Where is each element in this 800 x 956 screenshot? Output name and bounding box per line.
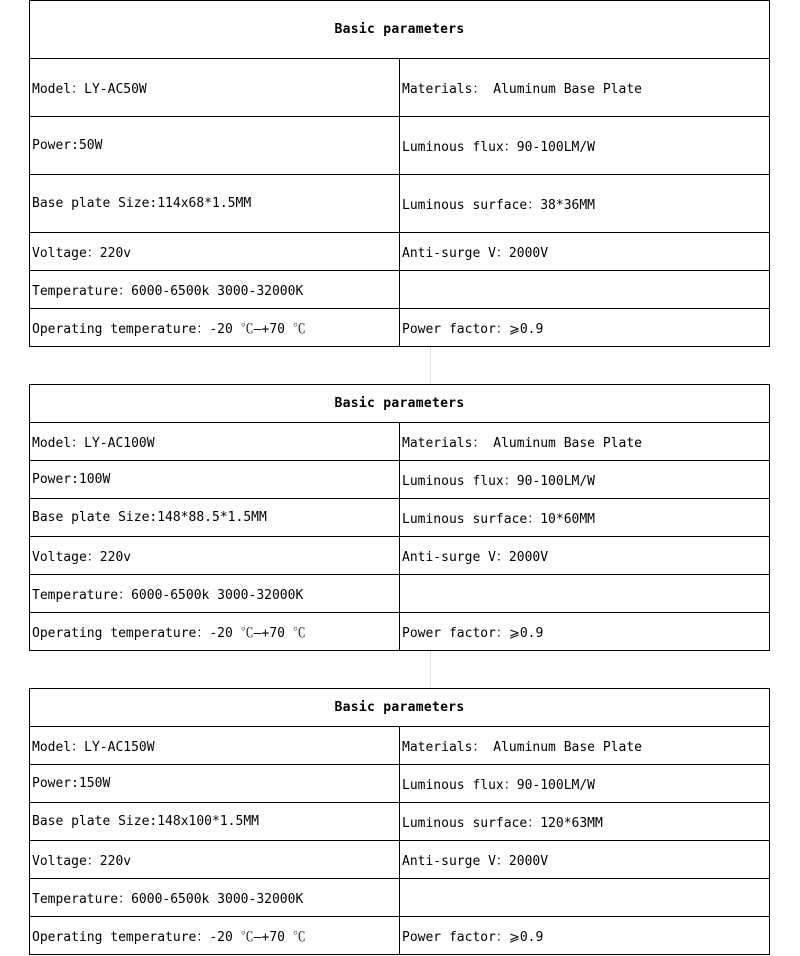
- spec-cell: Model：LY-AC50W: [30, 59, 400, 117]
- table-title: Basic parameters: [30, 689, 770, 727]
- table-title: Basic parameters: [30, 1, 770, 59]
- spec-cell: Luminous flux：90-100LM/W: [400, 461, 770, 499]
- table-row: [30, 175, 770, 233]
- table-row: [30, 917, 770, 955]
- spec-cell: Luminous flux：90-100LM/W: [400, 765, 770, 803]
- spec-cell: Temperature：6000-6500k 3000-32000K: [30, 575, 400, 613]
- table-row: [30, 461, 770, 499]
- table-row: [30, 499, 770, 537]
- table-row: [30, 575, 770, 613]
- table-gap-divider: [430, 347, 431, 384]
- spec-cell: Operating temperature：-20 ℃—+70 ℃: [30, 917, 400, 955]
- table-row: [30, 765, 770, 803]
- spec-cell: Materials： Aluminum Base Plate: [400, 727, 770, 765]
- spec-table-2: [29, 384, 770, 651]
- table-row: [30, 271, 770, 309]
- spec-cell: Base plate Size:114x68*1.5MM: [30, 175, 400, 233]
- spec-cell: Power factor：⩾0.9: [400, 613, 770, 651]
- spec-cell: Luminous surface：10*60MM: [400, 499, 770, 537]
- spec-cell: Luminous surface：120*63MM: [400, 803, 770, 841]
- spec-cell: Materials： Aluminum Base Plate: [400, 423, 770, 461]
- table-row: [30, 803, 770, 841]
- table-row: [30, 117, 770, 175]
- table-row: [30, 309, 770, 347]
- spec-cell: Model：LY-AC150W: [30, 727, 400, 765]
- spec-cell-empty: [400, 575, 770, 613]
- spec-table-1: [29, 0, 770, 347]
- spec-cell: Materials： Aluminum Base Plate: [400, 59, 770, 117]
- table-row: [30, 537, 770, 575]
- spec-cell: Model：LY-AC100W: [30, 423, 400, 461]
- table-row: [30, 841, 770, 879]
- spec-cell-empty: [400, 271, 770, 309]
- spec-cell: Power factor：⩾0.9: [400, 917, 770, 955]
- spec-cell: Operating temperature：-20 ℃—+70 ℃: [30, 309, 400, 347]
- spec-cell: Power factor：⩾0.9: [400, 309, 770, 347]
- table-row: [30, 423, 770, 461]
- spec-cell-empty: [400, 879, 770, 917]
- table-row: [30, 59, 770, 117]
- table-row: [30, 879, 770, 917]
- table-gap-divider: [430, 651, 431, 688]
- table-row: [30, 613, 770, 651]
- table-title: Basic parameters: [30, 385, 770, 423]
- spec-cell: Power:50W: [30, 117, 400, 175]
- table-row: [30, 233, 770, 271]
- spec-cell: Voltage：220v: [30, 841, 400, 879]
- table-row: [30, 727, 770, 765]
- spec-table-3: [29, 688, 770, 955]
- spec-cell: Luminous flux：90-100LM/W: [400, 117, 770, 175]
- spec-cell: Operating temperature：-20 ℃—+70 ℃: [30, 613, 400, 651]
- spec-cell: Luminous surface：38*36MM: [400, 175, 770, 233]
- spec-cell: Temperature：6000-6500k 3000-32000K: [30, 879, 400, 917]
- spec-cell: Power:100W: [30, 461, 400, 499]
- spec-cell: Base plate Size:148x100*1.5MM: [30, 803, 400, 841]
- spec-cell: Temperature：6000-6500k 3000-32000K: [30, 271, 400, 309]
- spec-cell: Anti-surge V：2000V: [400, 233, 770, 271]
- spec-cell: Voltage：220v: [30, 233, 400, 271]
- spec-cell: Voltage：220v: [30, 537, 400, 575]
- spec-cell: Base plate Size:148*88.5*1.5MM: [30, 499, 400, 537]
- spec-cell: Anti-surge V：2000V: [400, 537, 770, 575]
- spec-cell: Anti-surge V：2000V: [400, 841, 770, 879]
- spec-cell: Power:150W: [30, 765, 400, 803]
